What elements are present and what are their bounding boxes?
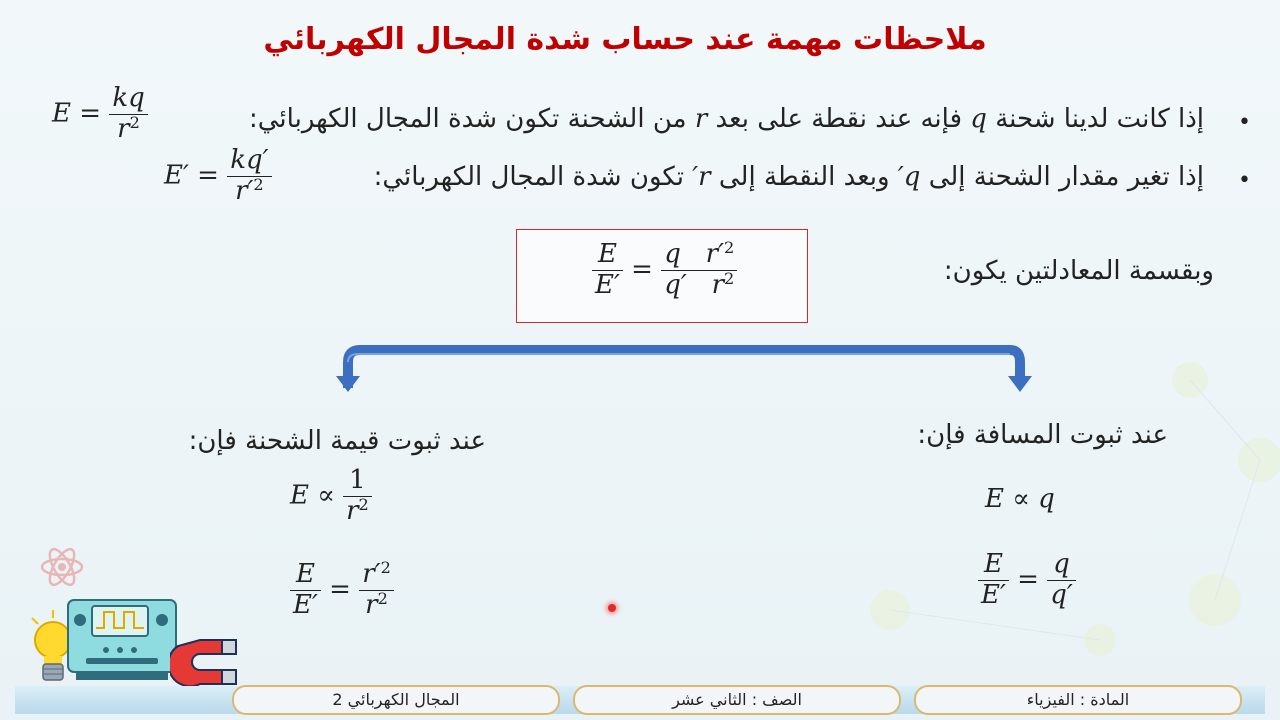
magnet-icon	[170, 636, 244, 688]
right-case-heading: عند ثبوت المسافة فإن:	[917, 420, 1168, 450]
bullet-icon: •	[1238, 110, 1251, 135]
left-case-proportion: E ∝ $\frac{1}{r^2}$	[290, 466, 372, 527]
boxed-lhs-num: E	[597, 239, 617, 269]
slide-title: ملاحظات مهمة عند حساب شدة المجال الكهربائي	[263, 22, 987, 57]
division-label: وبقسمة المعادلتين يكون:	[943, 256, 1214, 286]
left-ratio-lhs-num: E	[295, 559, 315, 589]
footer-grade: الصف : الثاني عشر	[573, 685, 901, 715]
bullet2-equation: E′ = $\frac{kq'}{r'^2}$	[164, 146, 272, 207]
bullet2-part1: إذا تغير مقدار الشحنة إلى	[928, 162, 1204, 192]
boxed-r-num-exp: 2	[724, 238, 735, 258]
bullet2-var-q: q′	[897, 162, 921, 192]
left-ratio-rhs-num: r′	[362, 559, 381, 589]
right-case-ratio: $\frac{E}{E'}$ = $\frac{q}{q'}$	[978, 550, 1076, 611]
boxed-q-num: q	[664, 239, 681, 269]
bullet1-var-q: q	[970, 104, 987, 134]
bullet2-num: kq′	[230, 145, 269, 175]
left-ratio-rhs-den: r	[365, 589, 378, 620]
boxed-r-num: r′	[705, 239, 725, 269]
boxed-r-den: r	[711, 269, 724, 300]
left-ratio-lhs-den: E′	[293, 589, 318, 620]
boxed-r-den-exp: 2	[724, 269, 735, 289]
left-prop-lhs: E	[290, 480, 309, 511]
left-prop-exp: 2	[358, 495, 369, 515]
boxed-equation: $\frac{E}{E'}$ = $\frac{q r'^2}{q' r^2}$	[592, 240, 737, 301]
bullet1-equation: E = $\frac{kq}{r^2}$	[52, 84, 148, 145]
bullet2-lhs: E′	[164, 160, 189, 191]
right-ratio-rhs-num: q	[1053, 549, 1070, 579]
bullet1-text	[249, 104, 1204, 134]
right-ratio-lhs-den: E′	[981, 579, 1006, 610]
bullet1-var-r: r	[694, 104, 708, 134]
bullet2-den: r′	[235, 175, 254, 206]
bullet1-part2: فإنه عند نقطة على بعد	[715, 104, 962, 134]
boxed-lhs-den: E′	[595, 269, 620, 300]
bullet2-part2: وبعد النقطة إلى	[718, 162, 890, 192]
bullet2-part3: تكون شدة المجال الكهربائي:	[373, 162, 684, 192]
right-prop-rhs: q	[1038, 484, 1055, 514]
boxed-q-den: q′	[664, 269, 687, 300]
right-case-proportion: E ∝ q	[985, 484, 1055, 514]
bullet1-part3: من الشحنة تكون شدة المجال الكهربائي:	[249, 104, 687, 134]
footer-unit: المجال الكهربائي 2	[232, 685, 560, 715]
left-case-heading: عند ثبوت قيمة الشحنة فإن:	[188, 426, 486, 456]
bullet-icon: •	[1238, 168, 1251, 193]
right-ratio-lhs-num: E	[983, 549, 1003, 579]
footer-subject: المادة : الفيزياء	[914, 685, 1242, 715]
bullet1-lhs: E	[52, 98, 71, 129]
bullet1-den-exp: 2	[129, 113, 140, 133]
right-prop-lhs: E	[985, 484, 1004, 514]
atom-icon	[38, 543, 86, 591]
bullet1-num: kq	[112, 83, 145, 113]
bullet2-text	[374, 162, 1204, 192]
branch-arrow	[330, 340, 1040, 395]
oscilloscope-icon	[66, 598, 178, 682]
left-ratio-den-exp: 2	[377, 589, 388, 609]
bullet1-part1: إذا كانت لدينا شحنة	[995, 104, 1204, 134]
bullet2-den-exp: 2	[253, 175, 264, 195]
left-ratio-num-exp: 2	[380, 558, 391, 578]
bullet1-den: r	[117, 113, 130, 144]
laser-pointer	[608, 604, 616, 612]
bullet2-var-r: r′	[692, 162, 711, 192]
right-ratio-rhs-den: q′	[1050, 579, 1073, 610]
left-prop-den: r	[346, 495, 359, 526]
left-case-ratio: $\frac{E}{E'}$ = $\frac{r'^2}{r^2}$	[290, 560, 394, 621]
left-prop-num: 1	[349, 465, 366, 495]
